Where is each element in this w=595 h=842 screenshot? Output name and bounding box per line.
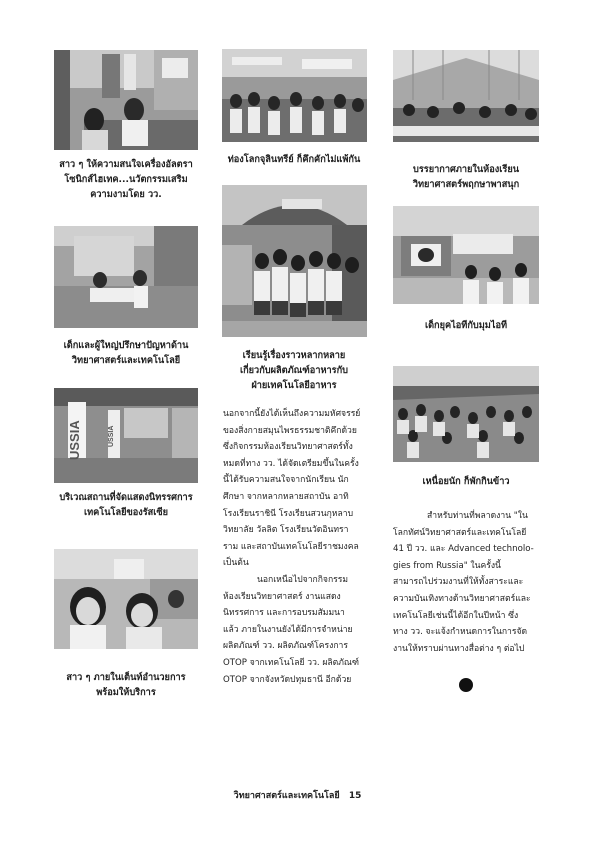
caption-classroom: บรรยากาศภายในห้องเรียน วิทยาศาสตร์พฤกษาพาสนุก bbox=[412, 164, 520, 190]
photo-service-tent bbox=[54, 549, 198, 649]
caption-food-tech: เรียนรู้เรื่องราวหลากหลาย เกี่ยวกับผลิตภัณฑ์อาหารกับ ฝ่ายเทคโนโลยีอาหาร bbox=[239, 350, 349, 391]
page-footer bbox=[0, 788, 595, 802]
body-text-column-3: สำหรับท่านที่พลาดงาน "ใน โลกทัศน์วิทยาศาสตร์และเทคโนโลยี 41 ปี วว. และ Advanced technolo- gies from Russia" ในครั้งนี้ สามารถไปร่วมงานที่ให้ทั้งสาระและ ความบันเทิงทางด้านวิทยาศาสตร์และ เทคโนโลยีเช่นนี้ได้อีกในปีหน้า ซึ่ง ทาง วว. จะแจ้งกำหนดการในการจัด งานให้ทราบผ่านทางสื่อต่าง ๆ ต่อไป bbox=[393, 511, 534, 654]
caption-russia: บริเวณสถานที่จัดแสดงนิทรรศการ เทคโนโลยีของรัสเซีย bbox=[59, 492, 193, 518]
body-text-column-2: นอกจากนี้ยังได้เห็นถึงความมหัศจรรย์ ของสิ่งกายสมุนไพรธรรมชาติคึกด้วย ซึ่งกิจกรรมห้องเรียนวิทยาศาสตร์ทั้ง หมดที่ทาง วว. ได้จัดเตรียมขึ้นในครั้ง นี้ได้รับความสนใจจากนักเรียน นัก ศึกษา จากหลากหลายสถาบัน อาทิ โรงเรียนราชินี โรงเรียนสวนกุหลาบ วิทยาลัย วัลลิต โรงเรียนวัดอินทรา ราม และสถาบันเทคโนโลยีราชมงคล เป็นต้น นอกเหนือไปจากกิจกรรม ห้องเรียนวิทยาศาสตร์ งานแสดง นิทรรศการ และการอบรมสัมมนา แล้ว ภายในงานยังได้มีการจำหน่าย ผลิตภัณฑ์ วว. ผลิตภัณฑ์โครงการ OTOP จากเทคโนโลยี วว. ผลิตภัณฑ์ OTOP จากจังหวัดปทุมธานี อีกด้วย bbox=[223, 409, 361, 685]
russia-banner-text-small: USSIA bbox=[108, 425, 115, 447]
caption-it-corner: เด็กยุคไอทีกับมุมไอที bbox=[424, 320, 508, 331]
photo-russia-exhibition bbox=[54, 388, 198, 483]
end-of-article-mark-icon bbox=[459, 678, 473, 692]
photo-classroom-atmosphere bbox=[393, 50, 539, 142]
photo-microbe-world bbox=[222, 49, 367, 142]
photo-food-technology bbox=[222, 185, 367, 337]
caption-service-tent: สาว ๆ ภายในเต็นท์อำนวยการ พร้อมให้บริการ bbox=[66, 672, 186, 698]
magazine-name: วิทยาศาสตร์และเทคโนโลยี bbox=[233, 791, 340, 801]
photo-it-corner bbox=[393, 206, 539, 304]
photo-lunch-break bbox=[393, 366, 539, 462]
caption-ultrasonic: สาว ๆ ให้ความสนใจเครื่องอัลตรา โซนิกส์ไฮเทค...นวัตกรรมเสริม ความงามโดย วว. bbox=[59, 159, 193, 200]
photo-consultation bbox=[54, 226, 198, 328]
photo-ultrasonic-booth bbox=[54, 50, 198, 150]
page-number: 15 bbox=[348, 791, 362, 801]
caption-lunch-break: เหนื่อยนัก ก็พักกินข้าว bbox=[422, 476, 510, 487]
caption-consultation: เด็กและผู้ใหญ่ปรึกษาปัญหาด้าน วิทยาศาสตร์และเทคโนโลยี bbox=[63, 340, 189, 366]
russia-banner-text: USSIA bbox=[67, 420, 82, 460]
caption-microbe: ท่องโลกจุลินทรีย์ ก็คึกคักไม่แพ้กัน bbox=[227, 154, 361, 165]
